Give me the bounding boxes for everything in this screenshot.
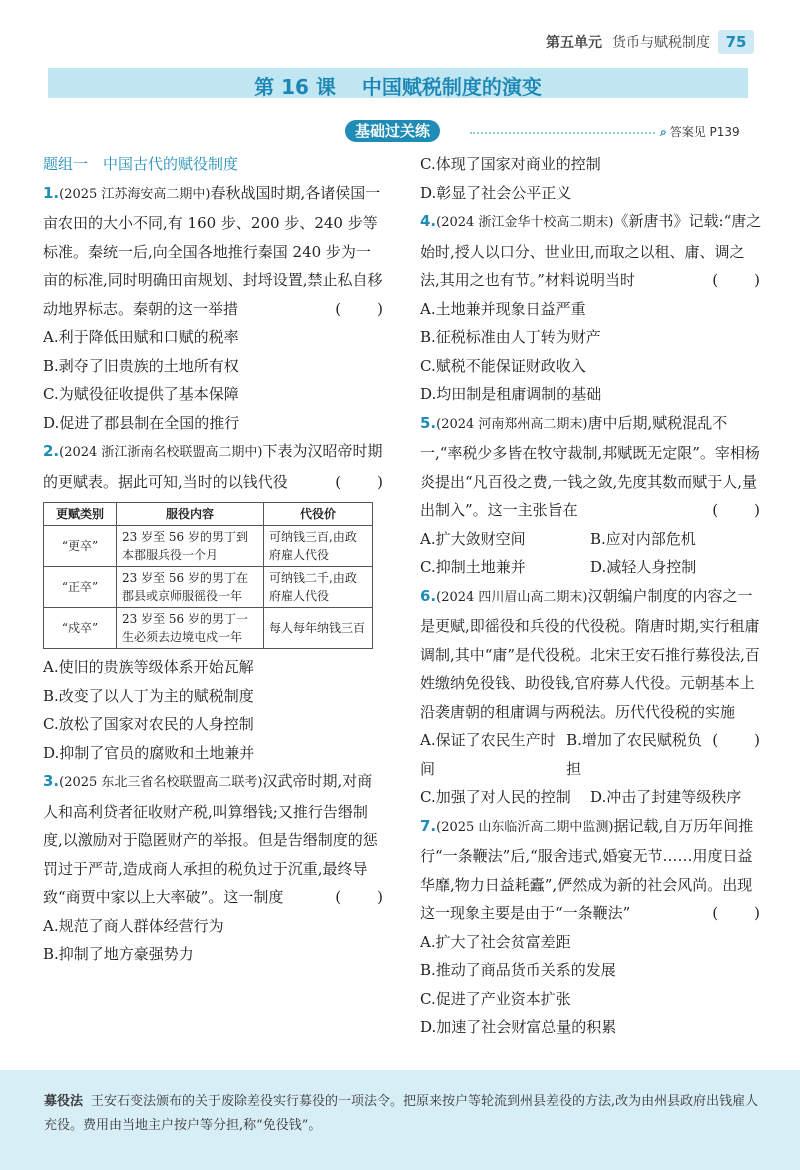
question-stem: 《新唐书》记载:“唐之始时,授人以口分、世业田,而取之以租、庸、调之法,其用之也有节。”材料说明当时 [420, 212, 762, 289]
question-5 [420, 409, 762, 525]
answer-blank: ( ) [712, 501, 762, 519]
option: C.赋税不能保证财政收入 [420, 356, 586, 375]
option: D.加速了社会财富总量的积累 [420, 1018, 617, 1036]
option: A.使旧的贵族等级体系开始瓦解 [43, 658, 254, 676]
question-3 [43, 767, 385, 912]
option: A.扩大了社会贫富差距 [420, 932, 571, 951]
option: A.规范了商人群体经营行为 [43, 916, 224, 935]
footnote-box [0, 1070, 800, 1170]
question-source: (2025 东北三省名校联盟高二联考) [59, 775, 263, 790]
option: D.促进了郡县制在全国的推行 [43, 413, 240, 432]
question-4 [420, 207, 762, 295]
option: C.放松了国家对农民的人身控制 [43, 715, 254, 733]
question-stem: 下表为汉昭帝时期的更赋表。据此可知,当时的以钱代役 [43, 442, 383, 491]
option: C.加强了对人民的控制 [420, 788, 571, 806]
question-number: 4. [420, 212, 437, 230]
running-head [546, 32, 710, 52]
question-source: (2025 山东临沂高二期中监测) [436, 819, 614, 835]
option: D.均田制是租庸调制的基础 [420, 385, 602, 403]
question-stem: 汉武帝时期,对商人和高利贷者征收财产税,叫算缗钱;又推行告缗制度,以激励对于隐匿财产的举报。但是告缗制度的惩罚过于严苛,造成商人承担的税负过于沉重,最终导致“商贾中家以上大率破”。这一制度 [43, 772, 378, 906]
option: C.抑制土地兼并 [420, 558, 526, 576]
question-number: 2. [43, 442, 60, 460]
option-row [420, 525, 762, 554]
dotted-divider [470, 132, 655, 134]
answer-blank: ( ) [712, 731, 762, 749]
option: B.改变了以人丁为主的赋税制度 [43, 686, 254, 705]
option: C.促进了产业资本扩张 [420, 989, 571, 1008]
question-number: 5. [420, 413, 437, 432]
question-6 [420, 582, 762, 749]
question-number: 3. [43, 772, 60, 790]
section-label: 基础过关练 [345, 120, 440, 142]
option-row [420, 726, 712, 783]
table-cell: “更卒” [44, 526, 117, 567]
option: B.应对内部危机 [590, 529, 696, 548]
footnote-body: 王安石变法颁布的关于废除差役实行募役的一项法令。把原来按户等轮流到州县差役的方法,改为由州县政府出钱雇人充役。费用由当地主户按户等分担,称“免役钱”。 [44, 1094, 759, 1133]
question-number: 6. [420, 586, 437, 605]
option: B.推动了商品货币关系的发展 [420, 961, 616, 979]
option: A.保证了农民生产时间 [420, 731, 556, 778]
option: A.土地兼并现象日益严重 [420, 299, 586, 318]
table-cell: 可纳钱二千,由政府雇人代役 [264, 567, 373, 608]
answer-blank: ( ) [335, 472, 385, 491]
table-cell: “戍卒” [44, 608, 117, 649]
option-row [420, 783, 762, 812]
option-row [420, 553, 762, 582]
question-stem: 据记载,自万历年间推行“一条鞭法”后,“服舍违式,婚宴无节……用度日益华靡,物力日益耗蠹”,俨然成为新的社会风尚。出现这一现象主要是由于“一条鞭法” [420, 816, 754, 922]
option: B.征税标准由人丁转为财产 [420, 328, 601, 346]
answer-blank: ( ) [712, 271, 762, 289]
table-row [44, 567, 373, 608]
question-1 [43, 179, 385, 324]
section-heading [345, 120, 440, 144]
footnote-term: 募役法 [44, 1094, 84, 1109]
option: B.剥夺了旧贵族的土地所有权 [43, 356, 239, 375]
table-header: 更赋类别 [44, 503, 117, 526]
option: A.利于降低田赋和口赋的税率 [43, 328, 239, 346]
answer-ref-text: 答案见 P139 [669, 125, 740, 139]
option: D.抑制了官员的腐败和土地兼并 [43, 743, 255, 762]
question-number: 1. [43, 183, 60, 202]
group-heading: 题组一 中国古代的赋役制度 [43, 155, 239, 173]
lesson-number: 第 16 课 [254, 75, 336, 99]
option: D.冲击了封建等级秩序 [590, 788, 742, 806]
question-7 [420, 812, 762, 928]
question-source: (2024 浙江浙南名校联盟高二期中) [59, 445, 263, 460]
question-source: (2025 江苏海安高二期中) [59, 186, 211, 202]
question-source: (2024 河南郑州高二期末) [436, 416, 588, 432]
option: B.增加了农民赋税负担 [566, 731, 702, 778]
table-header: 代役价 [264, 503, 373, 526]
footnote-text [44, 1090, 759, 1138]
page-header [0, 0, 800, 60]
table-header-row [44, 503, 373, 526]
table-cell: 23 岁至 56 岁的男丁到本郡服兵役一个月 [117, 526, 264, 567]
option: C.体现了国家对商业的控制 [420, 155, 601, 173]
table-cell: 23 岁至 56 岁的男丁一生必须去边境屯戍一年 [117, 608, 264, 649]
search-icon: ⌕ [660, 125, 667, 139]
table-cell: 23 岁至 56 岁的男丁在郡县或京师服徭役一年 [117, 567, 264, 608]
page-number: 75 [718, 30, 754, 54]
question-stem: 汉朝编户制度的内容之一是更赋,即徭役和兵役的代役税。隋唐时期,实行租庸调制,其中“庸”是代役税。北宋王安石推行募役法,百姓缴纳免役钱、助役钱,官府募人代役。元朝基本上沿袭唐朝的租庸调与两税法。历代代役税的实施 [420, 586, 760, 721]
topic-label: 货币与赋税制度 [612, 35, 710, 51]
option: B.抑制了地方豪强势力 [43, 945, 194, 963]
question-source: (2024 浙江金华十校高二期末) [436, 215, 614, 230]
answer-blank: ( ) [712, 904, 762, 922]
answer-blank: ( ) [335, 299, 385, 318]
table-cell: 每人每年纳钱三百 [264, 608, 373, 649]
option: D.减轻人身控制 [590, 558, 697, 576]
question-stem: 唐中后期,赋税混乱不一,“率税少多皆在牧守裁制,邦赋既无定限”。宰相杨炎提出“凡百役之费,一钱之敛,先度其数而赋于人,量出制入”。这一主张旨在 [420, 413, 760, 519]
table-row [44, 526, 373, 567]
question-number: 7. [420, 816, 437, 835]
lesson-title: 中国赋税制度的演变 [361, 75, 542, 99]
left-column [43, 150, 385, 969]
table-row [44, 608, 373, 649]
right-column [420, 150, 762, 1042]
table-cell: “正卒” [44, 567, 117, 608]
table-header: 服役内容 [117, 503, 264, 526]
tax-table [43, 502, 373, 649]
answer-blank: ( ) [335, 888, 385, 906]
answer-reference [660, 123, 740, 140]
question-2 [43, 437, 385, 496]
option: C.为赋役征收提供了基本保障 [43, 385, 239, 403]
table-cell: 可纳钱三百,由政府雇人代役 [264, 526, 373, 567]
option: D.彰显了社会公平正义 [420, 183, 572, 202]
option: A.扩大敛财空间 [420, 529, 526, 548]
question-stem: 春秋战国时期,各诸侯国一亩农田的大小不同,有 160 步、200 步、240 步等标准。秦统一后,向全国各地推行秦国 240 步为一亩的标准,同时明确田亩规划、封埒设置,禁止私自移动地界标志。秦朝的这一举措 [43, 183, 383, 318]
question-source: (2024 四川眉山高二期末) [436, 589, 588, 605]
lesson-title-bar [48, 68, 748, 98]
unit-label: 第五单元 [546, 35, 602, 51]
